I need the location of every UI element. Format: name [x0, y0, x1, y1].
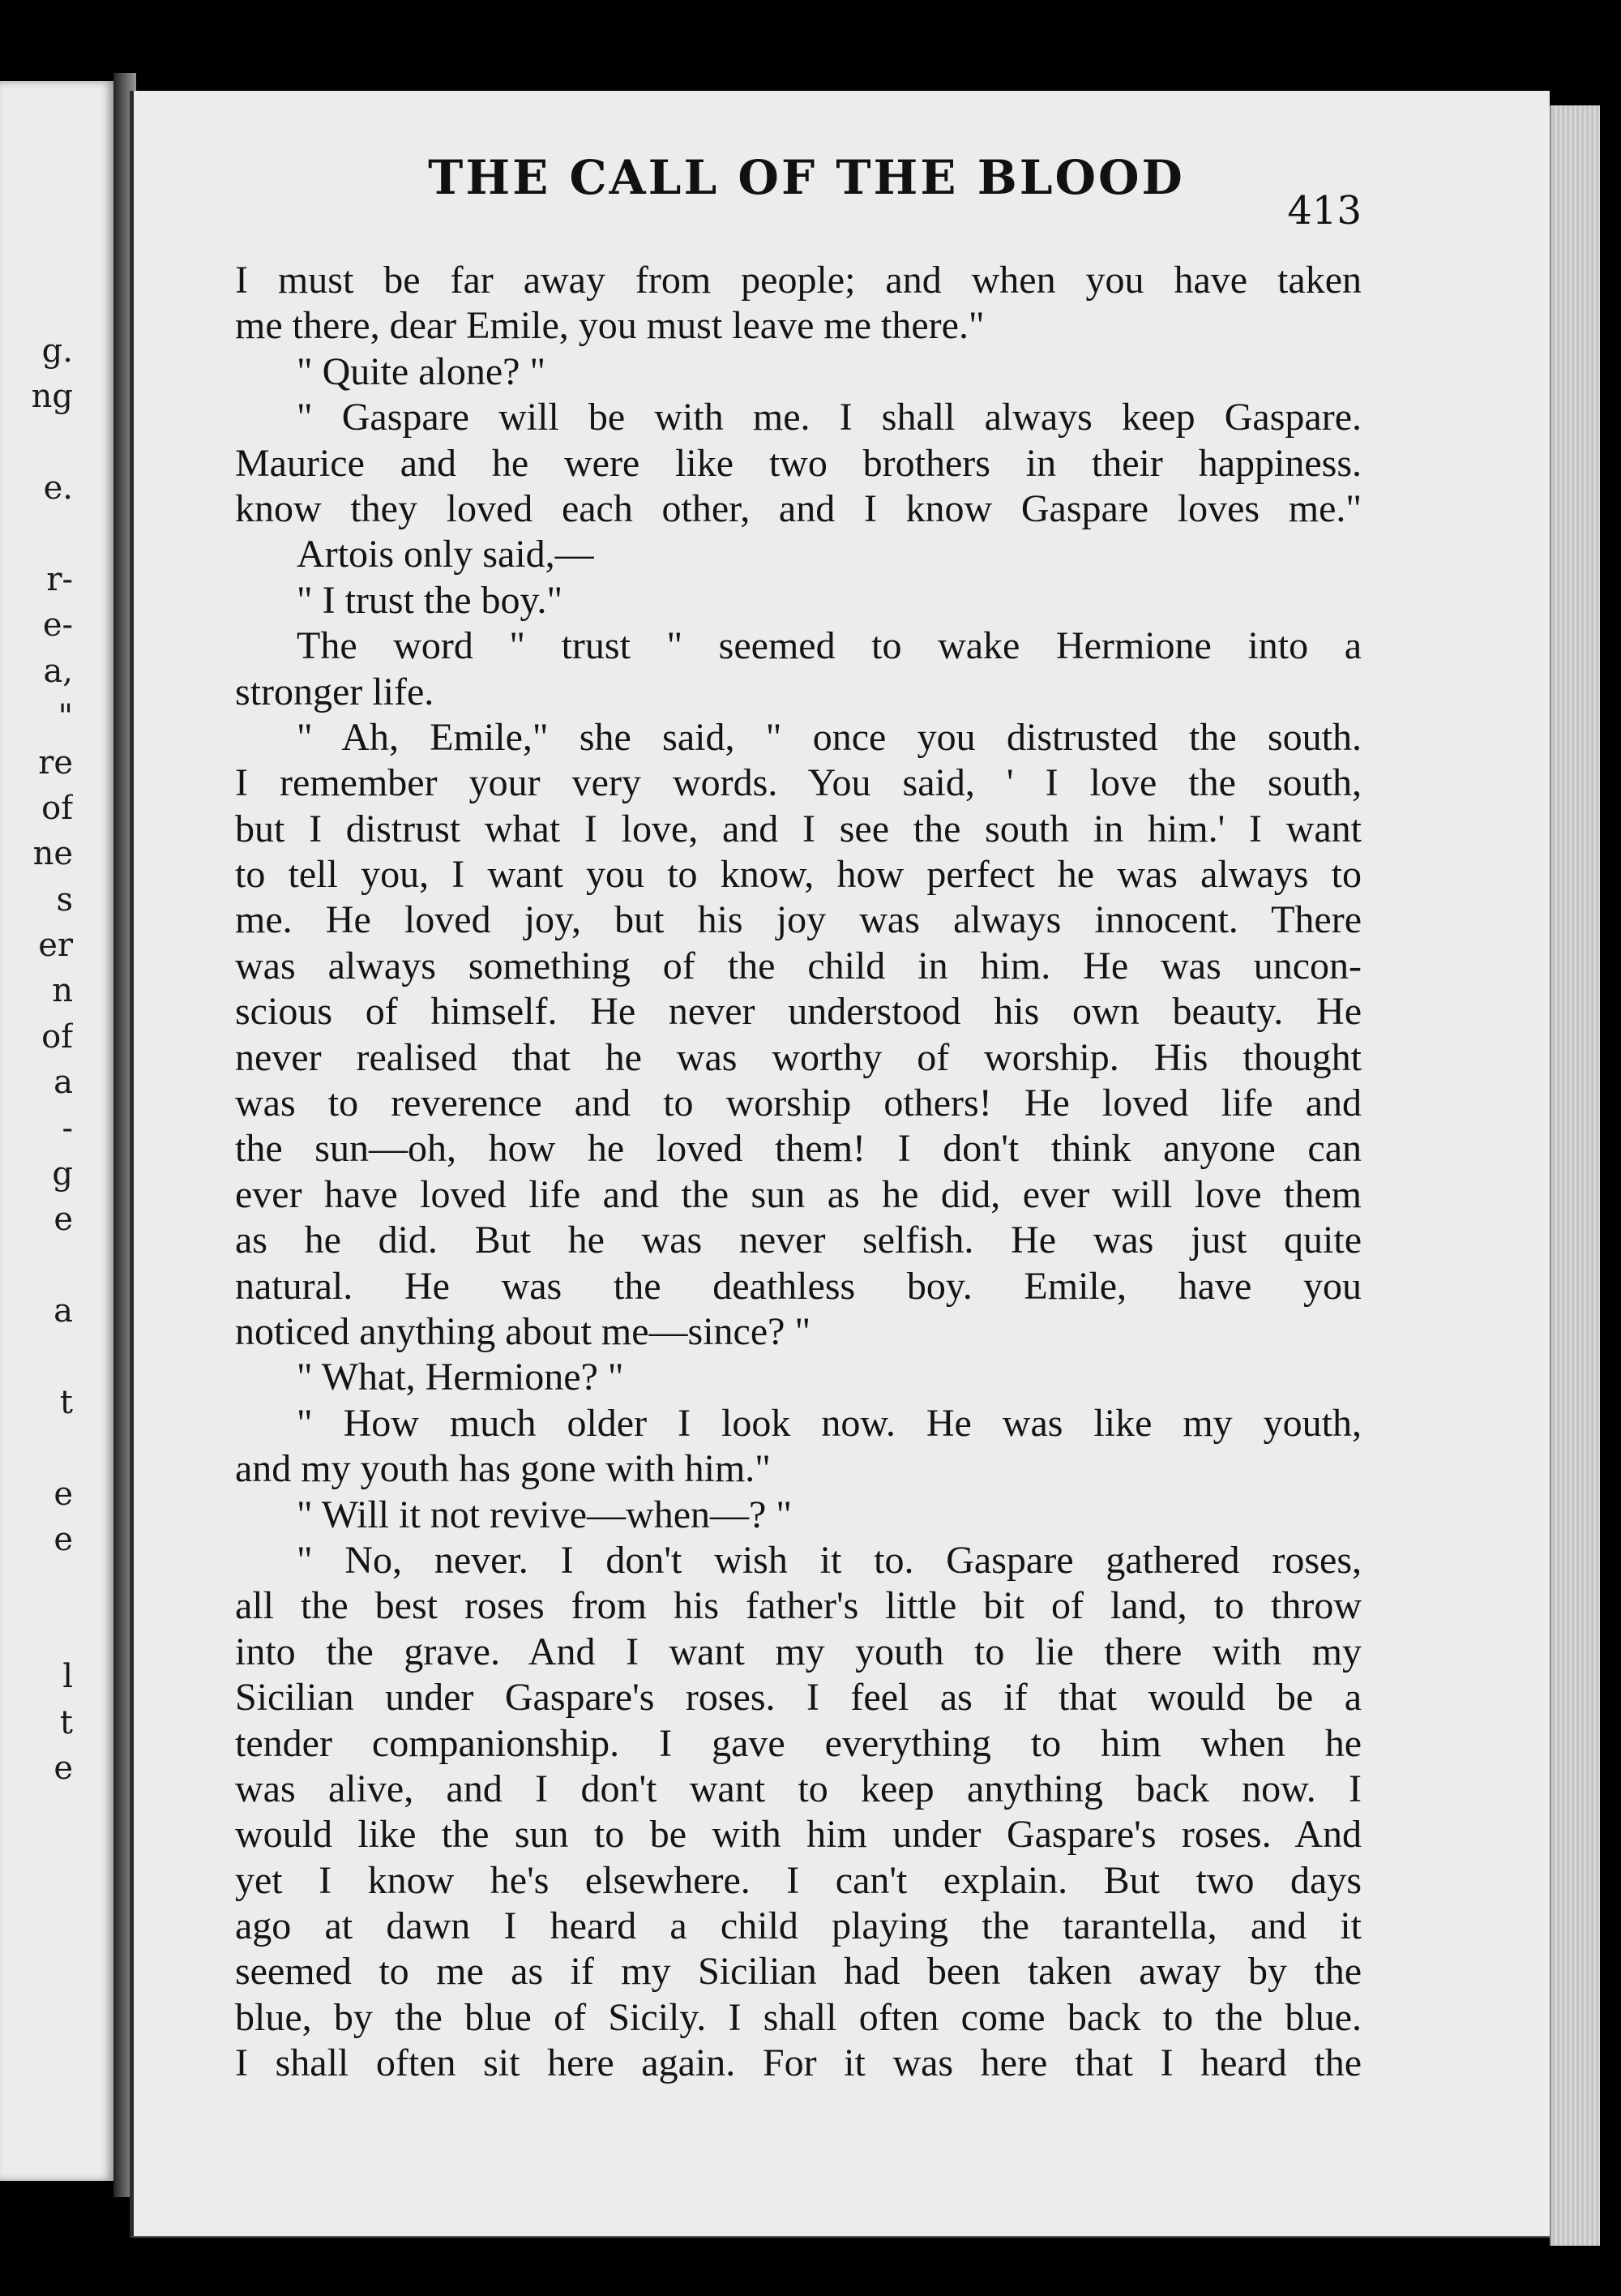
- left-fragment-line: [0, 1608, 73, 1654]
- left-fragment-line: g.: [41, 332, 73, 370]
- text-line: me. He loved joy, but his joy was always innocent. There: [235, 898, 1362, 942]
- left-fragment-line: e: [53, 1475, 73, 1513]
- text-line: Sicilian under Gaspare's roses. I feel as if that would be a: [235, 1676, 1362, 1720]
- left-fragment-line: r-: [46, 560, 73, 598]
- left-fragment-line: re: [38, 743, 73, 782]
- text-line: ago at dawn I heard a child playing the tarantella, and it: [235, 1904, 1362, 1948]
- text-line: I remember your very words. You said, ' I love the south,: [235, 761, 1362, 805]
- left-fragment-line: e: [53, 1201, 73, 1239]
- left-fragment-line: er: [38, 927, 73, 965]
- text-line: " Gaspare will be with me. I shall always keep Gaspare.: [297, 396, 1362, 439]
- text-line: " Quite alone? ": [297, 349, 546, 393]
- left-fragment-line: ": [58, 698, 73, 736]
- text-line: I must be far away from people; and when you have taken: [235, 259, 1362, 302]
- text-line: " Ah, Emile," she said, " once you distrusted the south.: [297, 715, 1362, 759]
- left-fragment-line: e-: [42, 606, 73, 645]
- text-line: know they loved each other, and I know Gaspare loves me.": [235, 486, 1362, 530]
- left-fragment-line: t: [59, 1703, 73, 1741]
- left-fragment-line: [0, 1425, 73, 1471]
- left-fragment-line: [0, 1334, 73, 1380]
- text-line: " How much older I look now. He was like my youth,: [297, 1401, 1362, 1445]
- left-fragment-line: e.: [43, 469, 73, 508]
- text-line: all the best roses from his father's little bit of land, to throw: [235, 1584, 1362, 1628]
- text-line: ever have loved life and the sun as he did, ever will love them: [235, 1172, 1362, 1216]
- left-fragment-line: ne: [32, 835, 73, 873]
- left-fragment-line: [0, 1243, 73, 1288]
- text-line: " What, Hermione? ": [297, 1356, 624, 1399]
- text-line: and my youth has gone with him.": [235, 1447, 771, 1491]
- text-line: as he did. But he was never selfish. He was just quite: [235, 1219, 1362, 1262]
- text-line: seemed to me as if my Sicilian had been taken away by the: [235, 1950, 1362, 1994]
- left-fragment-line: a,: [43, 652, 73, 690]
- text-line: never realised that he was worthy of worship. His thought: [235, 1035, 1362, 1079]
- left-fragment-line: a: [53, 1064, 73, 1102]
- text-line: the sun—oh, how he loved them! I don't think anyone can: [235, 1127, 1362, 1171]
- left-fragment-line: s: [56, 880, 73, 919]
- text-line: me there, dear Emile, you must leave me there.": [235, 304, 985, 348]
- text-line: Artois only said,—: [297, 533, 594, 576]
- left-fragment-line: e: [53, 1521, 73, 1559]
- text-line: yet I know he's elsewhere. I can't explain. But two days: [235, 1858, 1362, 1902]
- left-fragment-line: l: [62, 1658, 73, 1696]
- left-page-text-fragments: [0, 328, 73, 1792]
- text-line: into the grave. And I want my youth to lie there with my: [235, 1630, 1362, 1673]
- text-line: to tell you, I want you to know, how perfect he was always to: [235, 853, 1362, 897]
- text-line: I shall often sit here again. For it was here that I heard the: [235, 2041, 1362, 2085]
- body-text: [235, 258, 1362, 2087]
- left-fragment-line: of: [41, 1017, 73, 1056]
- text-line: scious of himself. He never understood his own beauty. He: [235, 990, 1362, 1034]
- left-fragment-line: n: [52, 972, 73, 1010]
- text-line: tender companionship. I gave everything to him when he: [235, 1721, 1362, 1765]
- left-fragment-line: [0, 420, 73, 465]
- page-number: 413: [1287, 188, 1362, 233]
- text-line: would like the sun to be with him under Gaspare's roses. And: [235, 1813, 1362, 1857]
- left-fragment-line: of: [41, 789, 73, 827]
- left-page-edge: [0, 81, 113, 2181]
- text-line: Maurice and he were like two brothers in their happiness.: [235, 441, 1362, 485]
- text-line: " No, never. I don't wish it to. Gaspare gathered roses,: [297, 1538, 1362, 1582]
- page-leaves-edge: [1550, 105, 1600, 2246]
- left-fragment-line: ng: [31, 378, 73, 416]
- text-line: natural. He was the deathless boy. Emile, have you: [235, 1264, 1362, 1308]
- text-line: blue, by the blue of Sicily. I shall often come back to the blue.: [235, 1995, 1362, 2039]
- text-line: was alive, and I don't want to keep anything back now. I: [235, 1767, 1362, 1810]
- left-fragment-line: -: [62, 1109, 73, 1147]
- text-line: stronger life.: [235, 670, 434, 713]
- left-fragment-line: e: [53, 1750, 73, 1788]
- left-fragment-line: a: [53, 1292, 73, 1330]
- text-line: was always something of the child in him. He was uncon-: [235, 944, 1362, 987]
- left-fragment-line: [0, 512, 73, 557]
- text-line: was to reverence and to worship others! He loved life and: [235, 1082, 1362, 1125]
- running-head: THE CALL OF THE BLOOD: [428, 150, 1185, 205]
- left-fragment-line: t: [59, 1383, 73, 1421]
- text-line: " Will it not revive—when—? ": [297, 1493, 792, 1536]
- left-fragment-line: g: [52, 1155, 73, 1193]
- text-line: The word " trust " seemed to wake Hermione into a: [297, 624, 1362, 668]
- text-line: " I trust the boy.": [297, 578, 563, 622]
- left-fragment-line: [0, 1563, 73, 1608]
- text-line: but I distrust what I love, and I see the south in him.' I want: [235, 807, 1362, 850]
- text-line: noticed anything about me—since? ": [235, 1309, 811, 1353]
